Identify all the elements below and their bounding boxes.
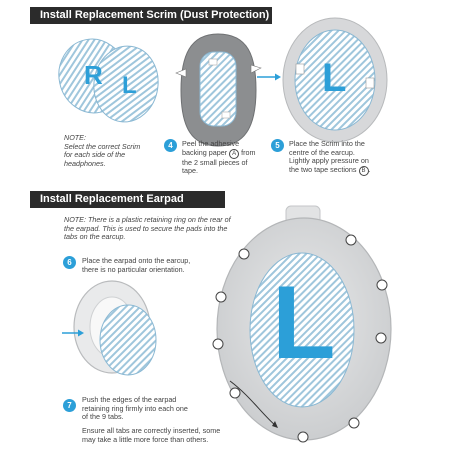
earpad-note-line-3: tabs on the earcup.: [64, 232, 126, 242]
section-header-scrim: Install Replacement Scrim (Dust Protection): [30, 7, 272, 24]
step-4-text: [182, 140, 272, 176]
scrim-letter-l: L: [122, 72, 137, 99]
ensure-tabs-text: [82, 427, 262, 444]
earpad-note-line-2: the earpad. This is used to secure the pads into the: [64, 223, 228, 233]
step-6-text: [82, 257, 232, 274]
step-4-from: from: [241, 147, 256, 157]
step-6-line-2: there is no particular orientation.: [82, 264, 185, 274]
step-7-line-2: retaining ring firmly into each one: [82, 403, 188, 413]
tape-a-marker: A: [229, 149, 239, 159]
step-5-line-3: Lightly apply pressure on: [289, 156, 369, 166]
ensure-line-1: Ensure all tabs are correctly inserted, some: [82, 426, 221, 435]
step-5-text: [289, 140, 409, 176]
step-4-backing: backing paper: [182, 147, 228, 157]
scrim-letter-l-step5: L: [322, 56, 347, 100]
earcup-letter-l: L: [272, 265, 336, 381]
step-7-text: [82, 396, 222, 422]
scrim-letter-r: R: [84, 60, 103, 90]
step-5-line-4: the two tape sections B .: [289, 164, 371, 174]
step-5-tape: the two tape sections: [289, 164, 357, 174]
step-6-line-1: Place the earpad onto the earcup,: [82, 256, 191, 265]
step-4-badge: 4: [164, 139, 177, 152]
step-6-badge: 6: [63, 256, 76, 269]
earpad-note-line-1: NOTE: There is a plastic retaining ring on the rear of: [64, 215, 231, 224]
step-5-line-1: Place the Scrim into the: [289, 139, 365, 148]
scrim-patch-step4: [200, 52, 236, 126]
step-7-badge: 7: [63, 399, 76, 412]
section-header-earpad: Install Replacement Earpad: [30, 191, 225, 208]
ensure-line-2: may take a little more force than others.: [82, 434, 209, 444]
scrim-note-line-2: for each side of the: [64, 150, 126, 160]
scrim-note-label: NOTE:: [64, 133, 86, 142]
step-4-line-3: the 2 small pieces of: [182, 157, 248, 167]
step-5-line-2: centre of the earcup.: [289, 147, 355, 157]
step-7-line-1: Push the edges of the earpad: [82, 395, 177, 404]
tape-b-marker: B: [359, 166, 369, 176]
scrim-note: [64, 134, 159, 168]
scrim-note-line-1: Select the correct Scrim: [64, 141, 141, 151]
earpad-cup-step6: [100, 305, 156, 375]
step-4-line-1: Peel the adhesive: [182, 139, 240, 148]
step-7-line-3: of the 9 tabs.: [82, 412, 124, 422]
earpad-note: [64, 216, 284, 242]
step-4-line-4: tape.: [182, 166, 198, 176]
step-5-badge: 5: [271, 139, 284, 152]
scrim-note-line-3: headphones.: [64, 158, 106, 168]
